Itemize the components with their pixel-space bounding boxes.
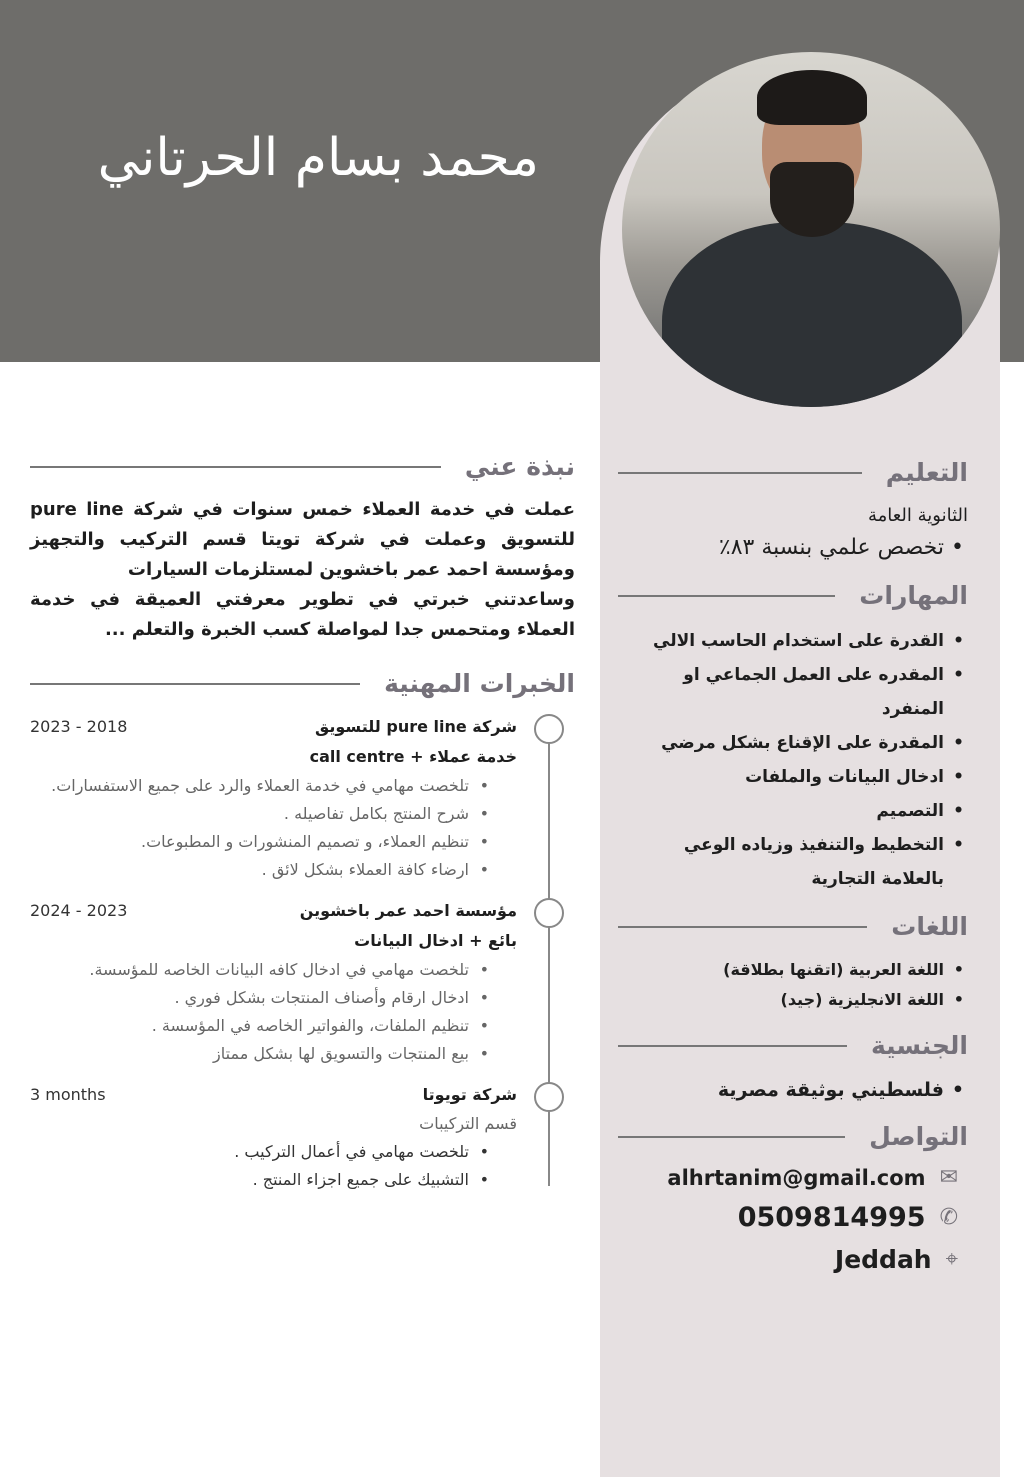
job-task: • تلخصت مهامي في أعمال التركيب . [30,1138,493,1166]
job-dates: 2024 - 2023 [30,901,128,920]
contact-email[interactable]: alhrtanim@gmail.com [667,1165,926,1190]
skills-heading: المهارات [859,581,968,610]
divider [618,1045,847,1047]
job-task: • ادخال ارقام وأصناف المنتجات بشكل فوري . [30,984,493,1012]
job-task: • التشبيك على جميع اجزاء المنتج . [30,1166,493,1194]
job-entry [30,1080,517,1194]
contact-city: Jeddah [834,1245,932,1274]
about-heading: نبذة عني [464,452,575,481]
timeline-node [534,898,564,928]
skill-item: • التخطيط والتنفيذ وزياده الوعي بالعلامة التجارية [618,828,968,896]
divider [618,1136,845,1138]
divider [618,595,835,597]
education-heading: التعليم [885,458,968,487]
divider [618,472,862,474]
divider [618,926,867,928]
job-role: بائع + ادخال البيانات [354,931,517,950]
main-column [30,452,575,1206]
profile-photo [622,52,1000,407]
education-detail: • تخصص علمي بنسبة ٨٣٪ [618,531,968,565]
job-company: مؤسسة احمد عمر باخشوين [299,901,517,920]
job-task: • تنظيم العملاء، و تصميم المنشورات و المطبوعات. [30,828,493,856]
sidebar-column [618,458,968,1290]
language-item: • اللغة الانجليزية (جيد) [618,985,968,1015]
about-text: عملت في خدمة العملاء خمس سنوات في شركة pure line للتسويق وعملت في شركة تويتا قسم التركيب والتجهيز ومؤسسة احمد عمر باخشوين لمستلزمات السيارات وساعدتني خبرتي في تطوير معرفتي العميقة في خدمة العملاء ومتحمس جدا لمواصلة كسب الخبرة والتعلم ... [30,499,575,640]
job-entry [30,896,517,1068]
job-company: شركة pure line للتسويق [314,717,517,736]
job-task: • تلخصت مهامي في خدمة العملاء والرد على جميع الاستفسارات. [30,772,493,800]
map-pin-icon: ⌖ [945,1247,958,1272]
nationality-value: • فلسطيني بوثيقة مصرية [618,1074,968,1106]
job-task: • تلخصت مهامي في ادخال كافه البيانات الخاصه للمؤسسة. [30,956,493,984]
job-task: • ارضاء كافة العملاء بشكل لائق . [30,856,493,884]
full-name: محمد بسام الحرتاني [97,128,539,188]
languages-heading: اللغات [891,912,968,941]
divider [30,683,360,685]
contact-phone[interactable]: 0509814995 [737,1202,926,1233]
skill-item: • المقدره على العمل الجماعي او المنفرد [618,658,968,726]
job-task: • بيع المنتجات والتسويق لها بشكل ممتاز [30,1040,493,1068]
job-dates: 2023 - 2018 [30,717,128,736]
divider [30,466,441,468]
job-role: قسم التركيبات [419,1114,517,1133]
job-dates: 3 months [30,1085,106,1104]
phone-icon: ✆ [939,1205,958,1230]
job-company: شركة تويوتا [422,1085,517,1104]
timeline-node [534,714,564,744]
experience-heading: الخبرات المهنية [384,669,575,698]
education-school: الثانوية العامة [867,505,968,526]
skill-item: • القدرة على استخدام الحاسب الالي [618,624,968,658]
job-task: • تنظيم الملفات، والفواتير الخاصه في المؤسسة . [30,1012,493,1040]
language-item: • اللغة العربية (اتقنها بطلاقة) [618,955,968,985]
nationality-heading: الجنسية [871,1031,968,1060]
skill-item: • التصميم [618,794,968,828]
job-task: • شرح المنتج بكامل تفاصيله . [30,800,493,828]
job-role: خدمة عملاء + call centre [309,747,517,766]
job-entry [30,712,517,884]
envelope-icon: ✉ [939,1165,958,1190]
contact-heading: التواصل [869,1122,968,1151]
skill-item: • ادخال البيانات والملفات [618,760,968,794]
skill-item: • المقدرة على الإقناع بشكل مرضي [618,726,968,760]
timeline [30,712,575,1194]
timeline-node [534,1082,564,1112]
